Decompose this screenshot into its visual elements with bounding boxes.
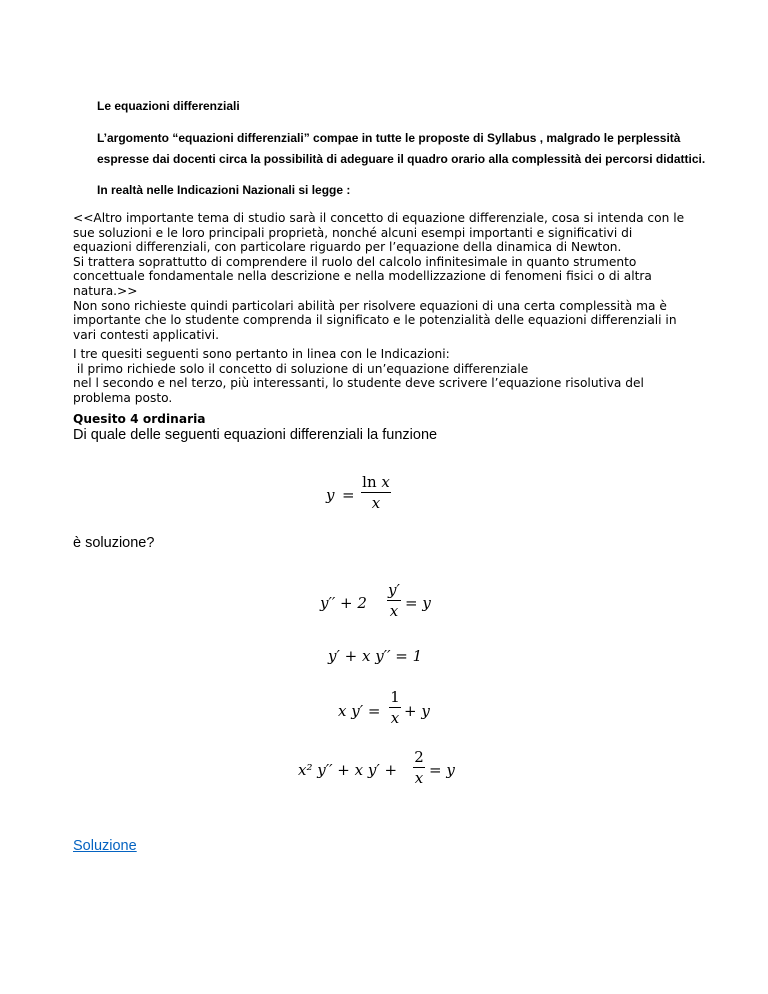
eq4-right: = y <box>429 761 455 779</box>
eq3-left: x y′ = <box>338 702 381 720</box>
eq1-fraction <box>387 581 401 620</box>
quesito-title: Quesito 4 ordinaria <box>73 412 206 426</box>
eq4-left: x² y′′ + x y′ + <box>298 761 398 779</box>
quote-line: natura.>> <box>73 283 138 298</box>
quote-line: concettuale fondamentale nella descrizione e nella modellizzazione di fenomeni fisici o di altra <box>73 269 652 284</box>
quote-line: importante che lo studente comprenda il significato e le potenzialità delle equazioni differenziali in <box>73 313 677 328</box>
quote-line: sue soluzioni e le loro principali proprietà, nonché alcuni esempi importanti e significativi di <box>73 225 633 240</box>
eq4-num: 2 <box>414 748 424 766</box>
eq3-den: x <box>390 709 400 727</box>
eq3-num: 1 <box>390 688 400 706</box>
tre-line: problema posto. <box>73 390 173 405</box>
quesito-text: Di quale delle seguenti equazioni differenziali la funzione <box>73 427 438 443</box>
eq1-left: y′′ + 2 <box>320 594 367 612</box>
eq3-right: + y <box>404 702 430 720</box>
formula-den: x <box>371 494 381 512</box>
formula-equals: = <box>342 486 355 504</box>
soluzione-question: è soluzione? <box>73 535 155 551</box>
tre-line: I tre quesiti seguenti sono pertanto in linea con le Indicazioni: <box>73 347 450 361</box>
formula-ln-arg: x <box>381 473 390 491</box>
eq4-den: x <box>414 769 424 787</box>
quote-line: Non sono richieste quindi particolari abilità per risolvere equazioni di una certa complessità ma è <box>73 298 667 313</box>
formula-ln: ln <box>362 473 377 491</box>
eq4-fraction <box>413 748 425 787</box>
equation-option-2: y′ + x y′′ = 1 <box>328 647 423 665</box>
formula-y: y <box>326 486 335 504</box>
quote-line: vari contesti applicativi. <box>73 327 220 342</box>
quote-line: <<Altro importante tema di studio sarà il concetto di equazione differenziale, cosa si intenda con le <box>73 211 685 225</box>
document-heading: Le equazioni differenziali <box>97 99 240 113</box>
tre-quesiti-block <box>73 347 713 405</box>
indicazioni-line: In realtà nelle Indicazioni Nazionali si legge : <box>97 183 351 197</box>
eq1-right: = y <box>405 594 431 612</box>
tre-line: nel l secondo e nel terzo, più interessanti, lo studente deve scrivere l’equazione risolutiva del <box>73 376 644 391</box>
quote-line: equazioni differenziali, con particolare riguardo per l’equazione della dinamica di Newton. <box>73 240 622 255</box>
tre-line: il primo richiede solo il concetto di soluzione di un’equazione differenziale <box>73 361 529 376</box>
eq1-den: x <box>389 602 399 620</box>
eq3-fraction <box>389 688 401 727</box>
soluzione-link[interactable]: Soluzione <box>73 838 137 854</box>
eq1-num: y′ <box>388 581 400 599</box>
quote-line: Si trattera soprattutto di comprendere il ruolo del calcolo infinitesimale in quanto strumento <box>73 254 637 269</box>
intro-paragraph: L’argomento “equazioni differenziali” compae in tutte le proposte di Syllabus , malgrado le perplessità espresse dai docenti circa la possibilità di adeguare il quadro orario alla complessità dei percorsi didattici. <box>97 131 706 166</box>
quote-block <box>73 211 713 342</box>
formula-fraction <box>361 473 391 512</box>
